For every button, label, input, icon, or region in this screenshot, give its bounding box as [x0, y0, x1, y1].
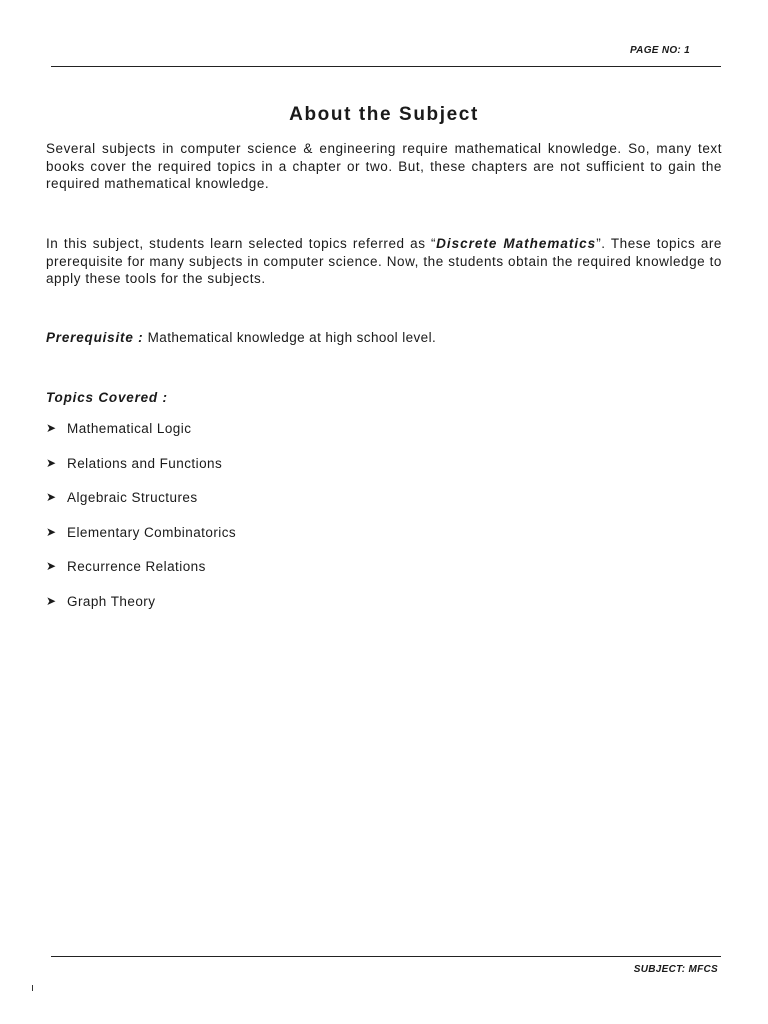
subject-paragraph-before: In this subject, students learn selected topics referred as “ — [46, 236, 437, 251]
discrete-mathematics-emphasis: Discrete Mathematics — [436, 236, 597, 251]
subject-code: SUBJECT: MFCS — [633, 964, 718, 975]
list-item — [46, 455, 236, 490]
prerequisite-text: Mathematical knowledge at high school level. — [143, 330, 437, 345]
list-item — [46, 558, 236, 593]
topics-list — [46, 420, 236, 628]
topic-label: Recurrence Relations — [67, 559, 206, 575]
topic-label: Elementary Combinatorics — [67, 524, 237, 540]
list-item — [46, 524, 236, 559]
subject-paragraph-after: ”. These topics are prerequisite for many subjects in computer science. Now, the students obtain the required knowledge to apply these tools for the subjects. — [46, 236, 722, 286]
topic-label: Algebraic Structures — [67, 490, 198, 506]
subject-paragraph — [46, 235, 722, 288]
arrow-bullet-icon: ➤ — [46, 559, 57, 574]
list-item — [46, 489, 236, 524]
prerequisite-label: Prerequisite : — [46, 330, 144, 345]
page-title: About the Subject — [289, 104, 479, 125]
topics-heading: Topics Covered : — [46, 390, 168, 405]
arrow-bullet-icon: ➤ — [46, 421, 57, 435]
topic-label: Graph Theory — [67, 593, 156, 609]
page-edge-mark — [32, 985, 33, 991]
list-item — [46, 593, 236, 628]
arrow-bullet-icon: ➤ — [46, 490, 57, 505]
list-item — [46, 420, 236, 455]
page-number: PAGE NO: 1 — [629, 45, 690, 56]
arrow-bullet-icon: ➤ — [46, 455, 57, 470]
arrow-bullet-icon: ➤ — [46, 593, 57, 608]
header-divider — [51, 66, 721, 67]
topic-label: Relations and Functions — [67, 455, 223, 471]
intro-paragraph: Several subjects in computer science & engineering require mathematical knowledge. So, many text books cover the required topics in a chapter or two. But, these chapters are not sufficient to gain the required mathematical knowledge. — [46, 141, 722, 191]
arrow-bullet-icon: ➤ — [46, 524, 57, 539]
topic-label: Mathematical Logic — [67, 421, 192, 436]
prerequisite-line — [46, 330, 436, 345]
footer-divider — [51, 956, 721, 957]
